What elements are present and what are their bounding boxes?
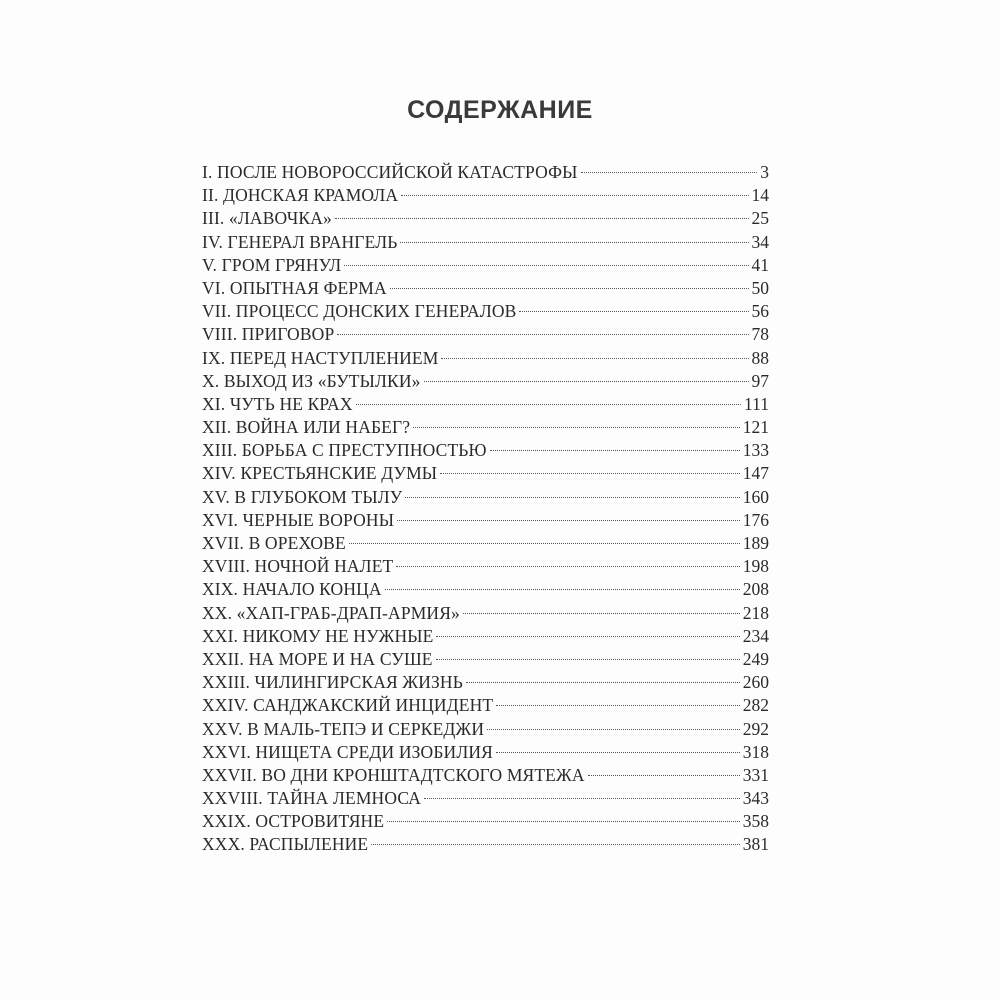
- toc-entry: [202, 254, 769, 277]
- dot-leader: [371, 844, 739, 845]
- dot-leader: [397, 520, 740, 521]
- toc-entry-page-number: 381: [742, 834, 769, 855]
- toc-entry: [202, 161, 769, 184]
- dot-leader: [441, 358, 748, 359]
- toc-entry-title: XXVIII. ТАЙНА ЛЕМНОСА: [202, 788, 422, 809]
- toc-entry: [202, 300, 769, 323]
- toc-entry-page-number: 88: [751, 347, 769, 368]
- toc-entry-title: XIII. БОРЬБА С ПРЕСТУПНОСТЬЮ: [202, 440, 487, 461]
- toc-entry-page-number: 189: [742, 533, 769, 553]
- toc-entry-title: XI. ЧУТЬ НЕ КРАХ: [202, 393, 353, 414]
- dot-leader: [490, 450, 740, 451]
- toc-entry-title: XXX. РАСПЫЛЕНИЕ: [202, 834, 369, 855]
- toc-entry: [202, 184, 769, 207]
- dot-leader: [519, 311, 748, 312]
- toc-entry-title: II. ДОНСКАЯ КРАМОЛА: [202, 185, 399, 206]
- toc-entry-page-number: 133: [742, 440, 769, 461]
- toc-entry-page-number: 25: [751, 208, 769, 229]
- toc-entry-page-number: 78: [751, 324, 769, 345]
- dot-leader: [390, 288, 749, 289]
- toc-entry-page-number: 198: [742, 556, 769, 577]
- toc-entry-title: XVII. В ОРЕХОВЕ: [202, 533, 346, 553]
- dot-leader: [424, 798, 740, 799]
- toc-entry-title: XXIV. САНДЖАКСКИЙ ИНЦИДЕНТ: [202, 695, 494, 716]
- toc-entry-page-number: 160: [742, 486, 769, 507]
- toc-entry-title: XXIX. ОСТРОВИТЯНЕ: [202, 811, 385, 832]
- toc-entry: [202, 509, 769, 532]
- dot-leader: [463, 613, 740, 614]
- toc-entry: [202, 462, 769, 485]
- toc-entry-title: XXI. НИКОМУ НЕ НУЖНЫЕ: [202, 625, 434, 646]
- toc-entry-title: III. «ЛАВОЧКА»: [202, 208, 332, 229]
- toc-entry: [202, 207, 769, 230]
- toc-entry: [202, 231, 769, 254]
- toc-entry-title: XIX. НАЧАЛО КОНЦА: [202, 579, 382, 600]
- toc-entry: [202, 694, 769, 717]
- toc-entry-title: IX. ПЕРЕД НАСТУПЛЕНИЕМ: [202, 347, 439, 368]
- toc-entry: [202, 486, 769, 509]
- toc-entry-page-number: 56: [751, 301, 769, 322]
- toc-entry-page-number: 14: [751, 185, 769, 206]
- table-of-contents: [202, 161, 769, 857]
- toc-entry-title: XXIII. ЧИЛИНГИРСКАЯ ЖИЗНЬ: [202, 672, 463, 693]
- dot-leader: [581, 172, 758, 173]
- toc-entry-page-number: 147: [742, 463, 769, 484]
- dot-leader: [424, 381, 749, 382]
- toc-entry-title: IV. ГЕНЕРАЛ ВРАНГЕЛЬ: [202, 231, 398, 252]
- dot-leader: [337, 334, 748, 335]
- toc-entry-page-number: 41: [751, 254, 769, 275]
- toc-entry-title: V. ГРОМ ГРЯНУЛ: [202, 254, 342, 275]
- toc-entry-page-number: 50: [751, 277, 769, 298]
- dot-leader: [387, 821, 740, 822]
- dot-leader: [440, 473, 740, 474]
- toc-entry: [202, 833, 769, 856]
- dot-leader: [487, 729, 740, 730]
- dot-leader: [496, 705, 740, 706]
- toc-entry-title: XXVI. НИЩЕТА СРЕДИ ИЗОБИЛИЯ: [202, 741, 493, 762]
- toc-entry: [202, 439, 769, 462]
- toc-entry: [202, 602, 769, 625]
- dot-leader: [405, 497, 739, 498]
- toc-entry-title: XII. ВОЙНА ИЛИ НАБЕГ?: [202, 417, 411, 438]
- page-title: СОДЕРЖАНИЕ: [407, 96, 593, 124]
- toc-entry: [202, 578, 769, 601]
- dot-leader: [588, 775, 740, 776]
- toc-entry: [202, 370, 769, 393]
- toc-entry-title: XXII. НА МОРЕ И НА СУШЕ: [202, 648, 433, 669]
- dot-leader: [436, 636, 739, 637]
- toc-entry-page-number: 343: [742, 788, 769, 809]
- toc-entry: [202, 393, 769, 416]
- toc-entry: [202, 532, 769, 555]
- toc-entry-title: XX. «ХАП-ГРАБ-ДРАП-АРМИЯ»: [202, 602, 460, 623]
- toc-entry-title: VI. ОПЫТНАЯ ФЕРМА: [202, 277, 387, 298]
- toc-entry-page-number: 121: [742, 417, 769, 438]
- toc-entry-title: VII. ПРОЦЕСС ДОНСКИХ ГЕНЕРАЛОВ: [202, 301, 517, 322]
- toc-entry-page-number: 3: [760, 162, 769, 182]
- toc-entry: [202, 741, 769, 764]
- toc-entry: [202, 718, 769, 741]
- dot-leader: [335, 218, 749, 219]
- dot-leader: [466, 682, 740, 683]
- toc-entry-page-number: 358: [742, 811, 769, 832]
- toc-entry-page-number: 176: [742, 509, 769, 530]
- toc-entry: [202, 323, 769, 346]
- toc-entry-title: XV. В ГЛУБОКОМ ТЫЛУ: [202, 486, 403, 507]
- dot-leader: [344, 265, 748, 266]
- toc-entry-title: XVIII. НОЧНОЙ НАЛЕТ: [202, 556, 394, 577]
- dot-leader: [496, 752, 740, 753]
- dot-leader: [385, 589, 740, 590]
- toc-entry-page-number: 292: [742, 718, 769, 739]
- toc-entry: [202, 648, 769, 671]
- toc-entry-title: XXVII. ВО ДНИ КРОНШТАДТСКОГО МЯТЕЖА: [202, 764, 585, 785]
- toc-entry-page-number: 97: [751, 370, 769, 391]
- toc-entry: [202, 555, 769, 578]
- toc-entry-title: I. ПОСЛЕ НОВОРОССИЙСКОЙ КАТАСТРОФЫ: [202, 162, 578, 182]
- toc-entry-page-number: 249: [742, 648, 769, 669]
- toc-entry-page-number: 260: [742, 672, 769, 693]
- toc-entry-page-number: 282: [742, 695, 769, 716]
- toc-entry: [202, 810, 769, 833]
- dot-leader: [356, 404, 741, 405]
- toc-entry: [202, 416, 769, 439]
- dot-leader: [396, 566, 739, 567]
- toc-entry-page-number: 318: [742, 741, 769, 762]
- toc-entry-page-number: 208: [742, 579, 769, 600]
- toc-entry-page-number: 331: [742, 764, 769, 785]
- dot-leader: [436, 659, 740, 660]
- toc-entry: [202, 787, 769, 810]
- toc-entry-page-number: 34: [751, 231, 769, 252]
- toc-entry: [202, 625, 769, 648]
- dot-leader: [401, 195, 748, 196]
- toc-entry: [202, 347, 769, 370]
- toc-entry: [202, 277, 769, 300]
- toc-entry-title: X. ВЫХОД ИЗ «БУТЫЛКИ»: [202, 370, 421, 391]
- toc-entry-title: XIV. КРЕСТЬЯНСКИЕ ДУМЫ: [202, 463, 438, 484]
- toc-entry-page-number: 234: [742, 625, 769, 646]
- toc-entry-title: XVI. ЧЕРНЫЕ ВОРОНЫ: [202, 509, 395, 530]
- toc-entry-page-number: 218: [742, 602, 769, 623]
- toc-entry: [202, 671, 769, 694]
- toc-entry-title: VIII. ПРИГОВОР: [202, 324, 335, 345]
- toc-entry: [202, 764, 769, 787]
- toc-entry-page-number: 111: [744, 393, 769, 414]
- toc-entry-title: XXV. В МАЛЬ-ТЕПЭ И СЕРКЕДЖИ: [202, 718, 485, 739]
- dot-leader: [400, 242, 748, 243]
- dot-leader: [413, 427, 740, 428]
- dot-leader: [349, 543, 740, 544]
